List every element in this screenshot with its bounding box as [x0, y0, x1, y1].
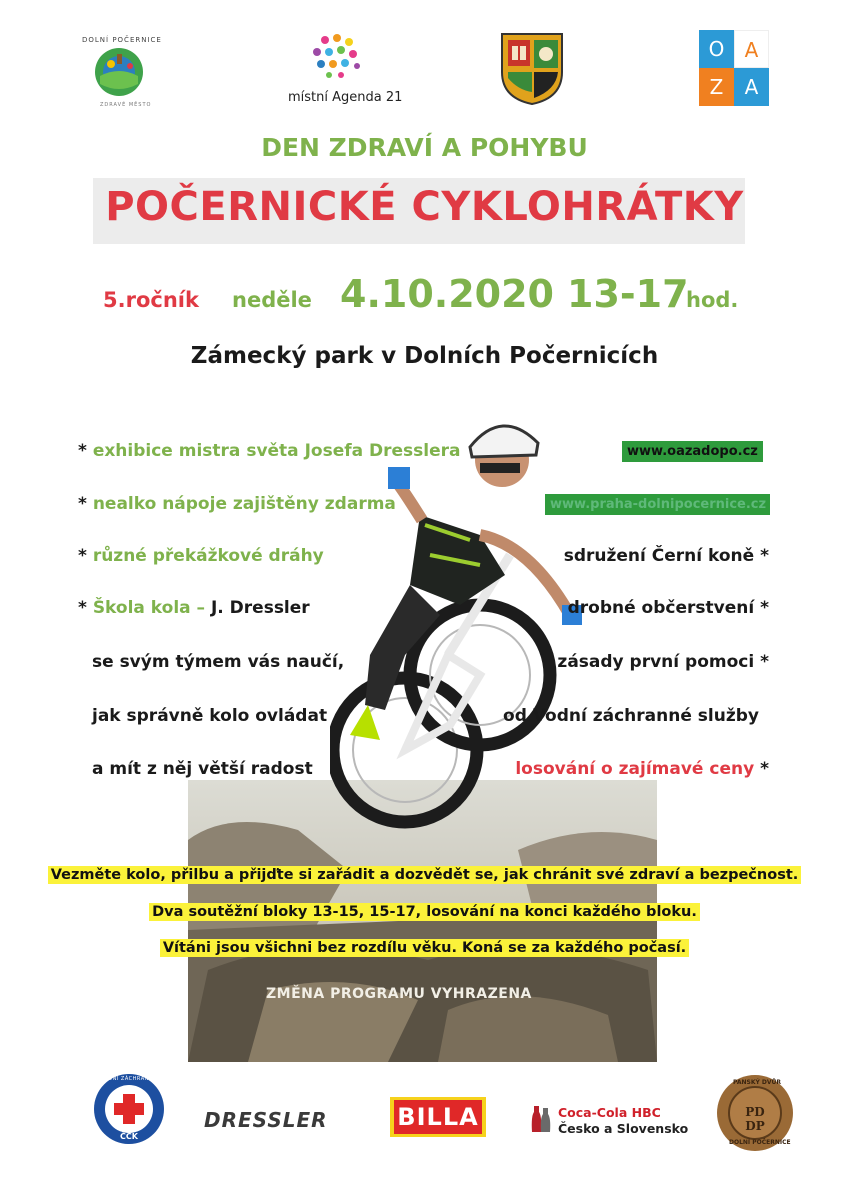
list-item-continuation-3: a mít z něj větší radost [92, 759, 313, 779]
list-item-black-horses [564, 546, 769, 566]
list-item-text: sdružení Černí koně [563, 546, 755, 566]
bullet: * [78, 441, 87, 461]
logo-dolni-pocernice [78, 30, 160, 112]
list-item-drinks [78, 494, 396, 514]
bullet: * [760, 652, 769, 672]
rescue-top-text: VODNÍ ZÁCHRANNÁ SLUŽBA [100, 1076, 182, 1082]
note-row-3 [0, 937, 849, 956]
weekday: neděle [232, 288, 312, 312]
logo-pansky-dvur-seal [715, 1073, 795, 1153]
list-item-text: drobné občerstvení [567, 598, 755, 618]
list-item-text: nealko nápoje zajištěny zdarma [92, 494, 396, 514]
oaza-letter-a1: A [734, 30, 769, 68]
list-item-obstacles [78, 546, 324, 566]
logo-dolni-pocernice-name: DOLNÍ POČERNICE [82, 36, 162, 44]
event-time: 13-17 [567, 272, 689, 316]
list-item-first-aid [557, 652, 769, 672]
logo-water-rescue [92, 1072, 182, 1146]
agenda21-dots-icon [282, 30, 392, 86]
list-item-continuation-2: jak správně kolo ovládat [92, 706, 328, 726]
oaza-letter-a2: A [734, 68, 769, 106]
note-bring-bike: Vezměte kolo, přilbu a přijďte si zařádit a dozvědět se, jak chránit své zdraví a bezpečnost. [48, 866, 802, 884]
event-date: 4.10.2020 [340, 272, 554, 316]
coca-cola-line1: Coca-Cola HBC [558, 1105, 661, 1120]
list-item-text: od Vodní záchranné služby [503, 706, 759, 726]
oaza-letter-o: O [699, 30, 734, 68]
list-item-continuation-1: se svým týmem vás naučí, [92, 652, 345, 672]
logo-dolni-pocernice-tagline: ZDRAVÉ MĚSTO [100, 102, 152, 108]
list-item-text: losování o zajímavé ceny [515, 759, 755, 779]
logo-billa [390, 1097, 486, 1137]
event-title: POČERNICKÉ CYKLOHRÁTKY [105, 184, 744, 230]
note-row-1 [0, 864, 849, 883]
bullet: * [760, 759, 769, 779]
oaza-letter-z: Z [699, 68, 734, 106]
bullet: * [760, 598, 769, 618]
list-item-text-dark: J. Dressler [210, 598, 310, 618]
seal-center-text: PD DP [745, 1105, 765, 1133]
list-item-text: exhibice mistra světa Josefa Dresslera [92, 441, 461, 461]
time-unit: hod. [686, 288, 739, 312]
agenda21-label: místní Agenda 21 [288, 90, 403, 105]
coat-of-arms-icon [500, 32, 564, 106]
program-change-disclaimer: ZMĚNA PROGRAMU VYHRAZENA [266, 986, 532, 1002]
list-item-refreshments [568, 598, 769, 618]
event-subtitle: DEN ZDRAVÍ A POHYBU [261, 133, 588, 162]
note-everyone-welcome: Vítáni jsou všichni bez rozdílu věku. Koná se za každého počasí. [160, 939, 689, 957]
list-item-water-rescue [503, 706, 759, 726]
edition: 5.ročník [103, 288, 199, 312]
date-line [0, 270, 849, 330]
logo-oaza [699, 30, 769, 106]
seal-bottom-text: DOLNÍ POČERNICE [729, 1139, 791, 1146]
list-item-exhibition [78, 441, 460, 461]
bullet: * [78, 598, 87, 618]
bottle-icon [530, 1104, 552, 1134]
list-item-text: různé překážkové dráhy [92, 546, 324, 566]
logo-agenda21 [282, 30, 403, 110]
note-competition-blocks: Dva soutěžní bloky 13-15, 15-17, losování na konci každého bloku. [149, 903, 700, 921]
link-oazadopo[interactable]: www.oazadopo.cz [622, 441, 763, 462]
bullet: * [78, 546, 87, 566]
seal-top-text: PANSKÝ DVŮR [733, 1079, 782, 1086]
venue: Zámecký park v Dolních Počernicích [190, 343, 659, 369]
link-praha-dolnipocernice[interactable]: www.praha-dolnipocernice.cz [545, 494, 770, 515]
cyclist-photo [330, 405, 590, 855]
bullet: * [760, 546, 769, 566]
coca-cola-line2: Česko a Slovensko [558, 1121, 689, 1136]
list-item-text: zásady první pomoci [557, 652, 755, 672]
billa-label: BILLA [394, 1100, 482, 1134]
rescue-bottom-text: ČČK [120, 1132, 138, 1141]
list-item-text-green: Škola kola – [92, 598, 211, 618]
list-item-raffle [515, 759, 769, 779]
bullet: * [78, 494, 87, 514]
note-row-2 [0, 901, 849, 920]
logo-dressler: DRESSLER [204, 1108, 328, 1132]
list-item-bike-school [78, 598, 310, 618]
